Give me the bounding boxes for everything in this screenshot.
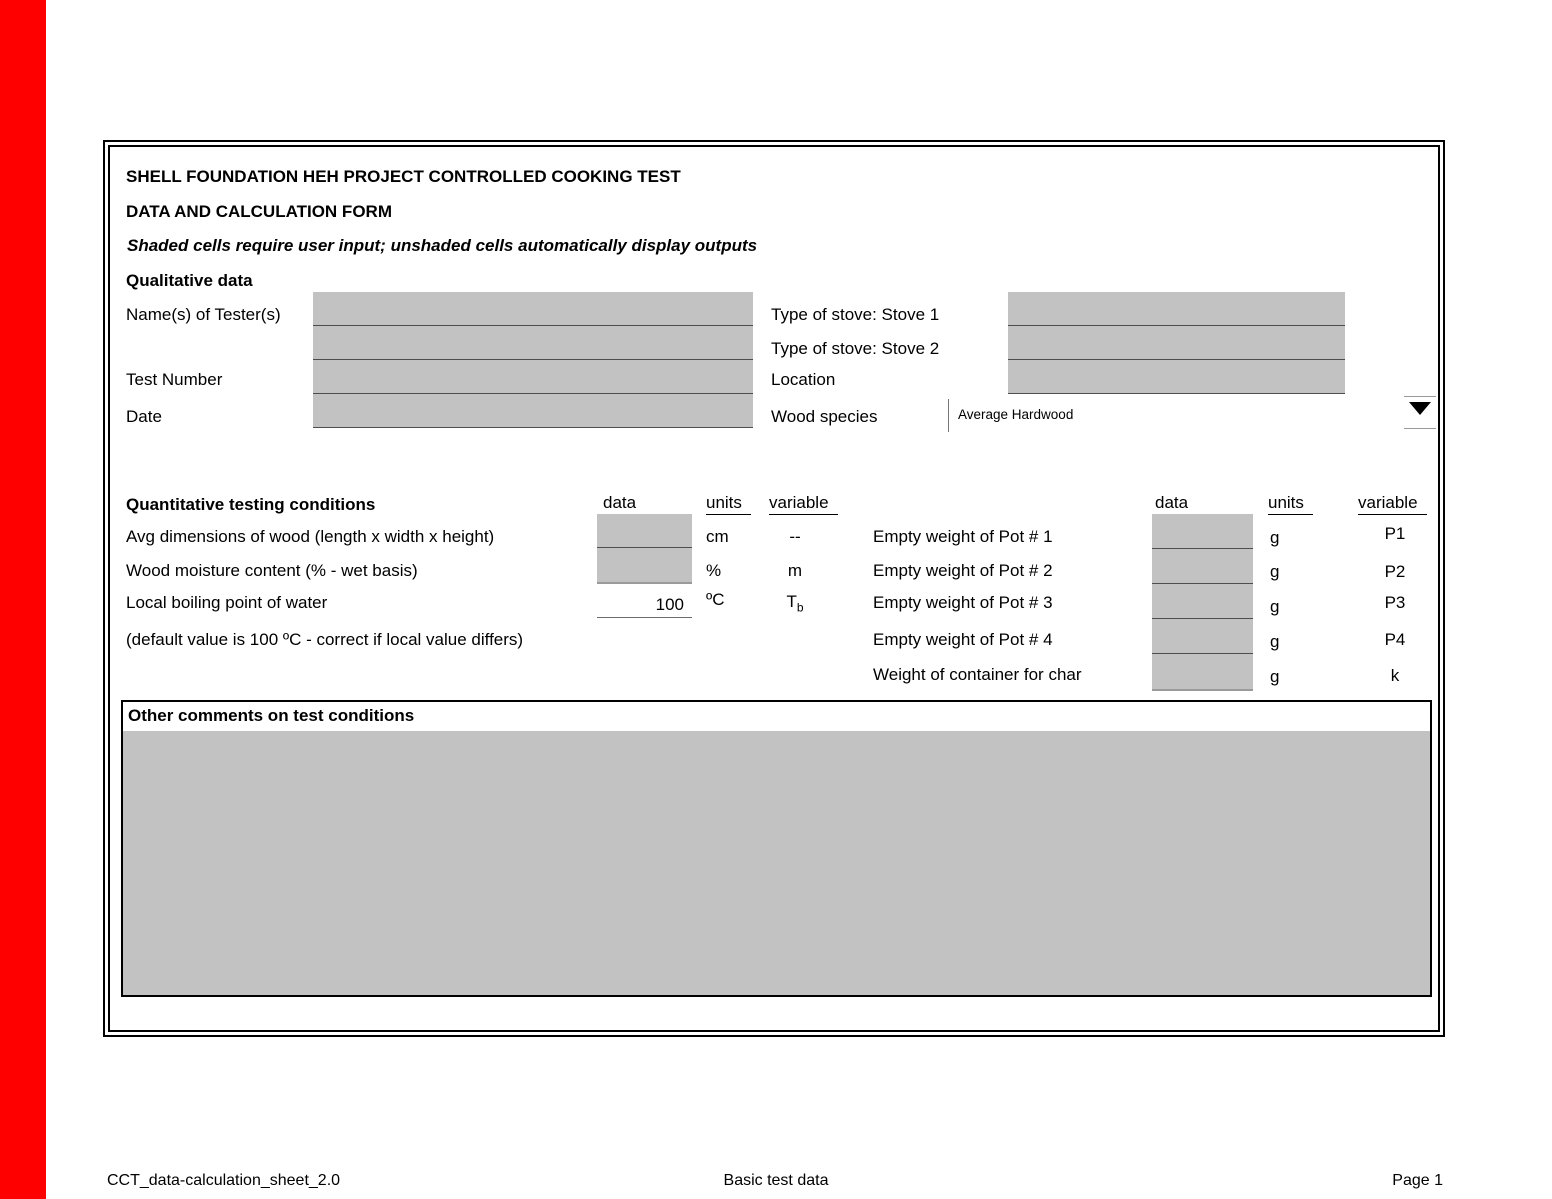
quantitative-heading: Quantitative testing conditions — [126, 495, 376, 514]
moisture-content-input[interactable] — [597, 548, 692, 584]
right-data-cells — [1152, 514, 1253, 691]
char-container-variable: k — [1390, 666, 1400, 685]
right-units-column-header: units — [1268, 492, 1313, 515]
testers-input-row-1[interactable] — [313, 292, 753, 326]
pot4-units: g — [1270, 632, 1280, 651]
right-data-column-header: data — [1155, 492, 1197, 515]
pot1-units: g — [1270, 528, 1280, 547]
dropdown-cell-bottom-rule — [1404, 428, 1436, 429]
qualitative-heading: Qualitative data — [126, 271, 253, 290]
wood-dimensions-units: cm — [706, 527, 729, 546]
comments-box — [121, 700, 1432, 997]
footer-filename: CCT_data-calculation_sheet_2.0 — [107, 1172, 341, 1189]
footer-page-number: Page 1 — [1392, 1172, 1443, 1189]
testers-input-block — [313, 292, 753, 428]
pot2-weight-label: Empty weight of Pot # 2 — [873, 561, 1053, 580]
boiling-point-note: (default value is 100 ºC - correct if local value differs) — [126, 630, 524, 649]
form-subtitle: DATA AND CALCULATION FORM — [126, 202, 392, 221]
left-units-column-header: units — [706, 492, 751, 515]
left-variable-column-header: variable — [769, 492, 838, 515]
stove-input-block — [1008, 292, 1345, 394]
pot3-units: g — [1270, 597, 1280, 616]
boiling-point-units: ºC — [706, 590, 725, 609]
date-input[interactable] — [313, 394, 753, 428]
pot1-weight-input[interactable] — [1152, 514, 1253, 549]
comments-heading: Other comments on test conditions — [128, 706, 415, 725]
location-input[interactable] — [1008, 360, 1345, 394]
moisture-content-label: Wood moisture content (% - wet basis) — [126, 561, 418, 580]
wood-species-label: Wood species — [771, 407, 878, 426]
wood-dimensions-label: Avg dimensions of wood (length x width x height) — [126, 527, 495, 546]
moisture-content-units: % — [706, 561, 722, 580]
comments-input-area[interactable] — [123, 731, 1430, 995]
pot3-variable: P3 — [1384, 593, 1406, 612]
pot4-weight-input[interactable] — [1152, 619, 1253, 654]
pot3-weight-input[interactable] — [1152, 584, 1253, 619]
page-edge-stripe — [0, 0, 46, 1199]
boiling-point-input[interactable]: 100 — [597, 584, 692, 618]
dropdown-arrow-icon[interactable] — [1409, 402, 1431, 415]
stove2-input[interactable] — [1008, 326, 1345, 360]
stove2-label: Type of stove: Stove 2 — [771, 339, 940, 358]
wood-species-cell-divider — [948, 399, 949, 432]
form-title: SHELL FOUNDATION HEH PROJECT CONTROLLED COOKING TEST — [126, 167, 681, 186]
test-number-label: Test Number — [126, 370, 223, 389]
testers-label: Name(s) of Tester(s) — [126, 305, 281, 324]
boiling-point-variable: $T_b$ — [786, 592, 804, 615]
stove1-label: Type of stove: Stove 1 — [771, 305, 940, 324]
pot2-units: g — [1270, 562, 1280, 581]
wood-species-value[interactable]: Average Hardwood — [958, 407, 1074, 422]
char-container-units: g — [1270, 667, 1280, 686]
pot1-weight-label: Empty weight of Pot # 1 — [873, 527, 1053, 546]
test-number-input[interactable] — [313, 360, 753, 394]
char-container-weight-input[interactable] — [1152, 654, 1253, 691]
pot2-weight-input[interactable] — [1152, 549, 1253, 584]
date-label: Date — [126, 407, 162, 426]
boiling-point-label: Local boiling point of water — [126, 593, 328, 612]
location-label: Location — [771, 370, 836, 389]
shaded-cells-note: Shaded cells require user input; unshaded cells automatically display outputs — [127, 236, 758, 255]
pot1-variable: P1 — [1384, 524, 1406, 543]
pot4-variable: P4 — [1384, 630, 1406, 649]
pot2-variable: P2 — [1384, 562, 1406, 581]
left-data-cells — [597, 514, 692, 618]
pot3-weight-label: Empty weight of Pot # 3 — [873, 593, 1053, 612]
wood-dimensions-variable: -- — [789, 527, 801, 546]
right-variable-column-header: variable — [1358, 492, 1427, 515]
moisture-content-variable: m — [787, 561, 803, 580]
dropdown-cell-top-rule — [1404, 396, 1436, 397]
footer-sheet-name: Basic test data — [723, 1172, 829, 1189]
stove1-input[interactable] — [1008, 292, 1345, 326]
char-container-weight-label: Weight of container for char — [873, 665, 1082, 684]
left-data-column-header: data — [603, 492, 645, 515]
pot4-weight-label: Empty weight of Pot # 4 — [873, 630, 1053, 649]
wood-dimensions-input[interactable] — [597, 514, 692, 548]
testers-input-row-2[interactable] — [313, 326, 753, 360]
